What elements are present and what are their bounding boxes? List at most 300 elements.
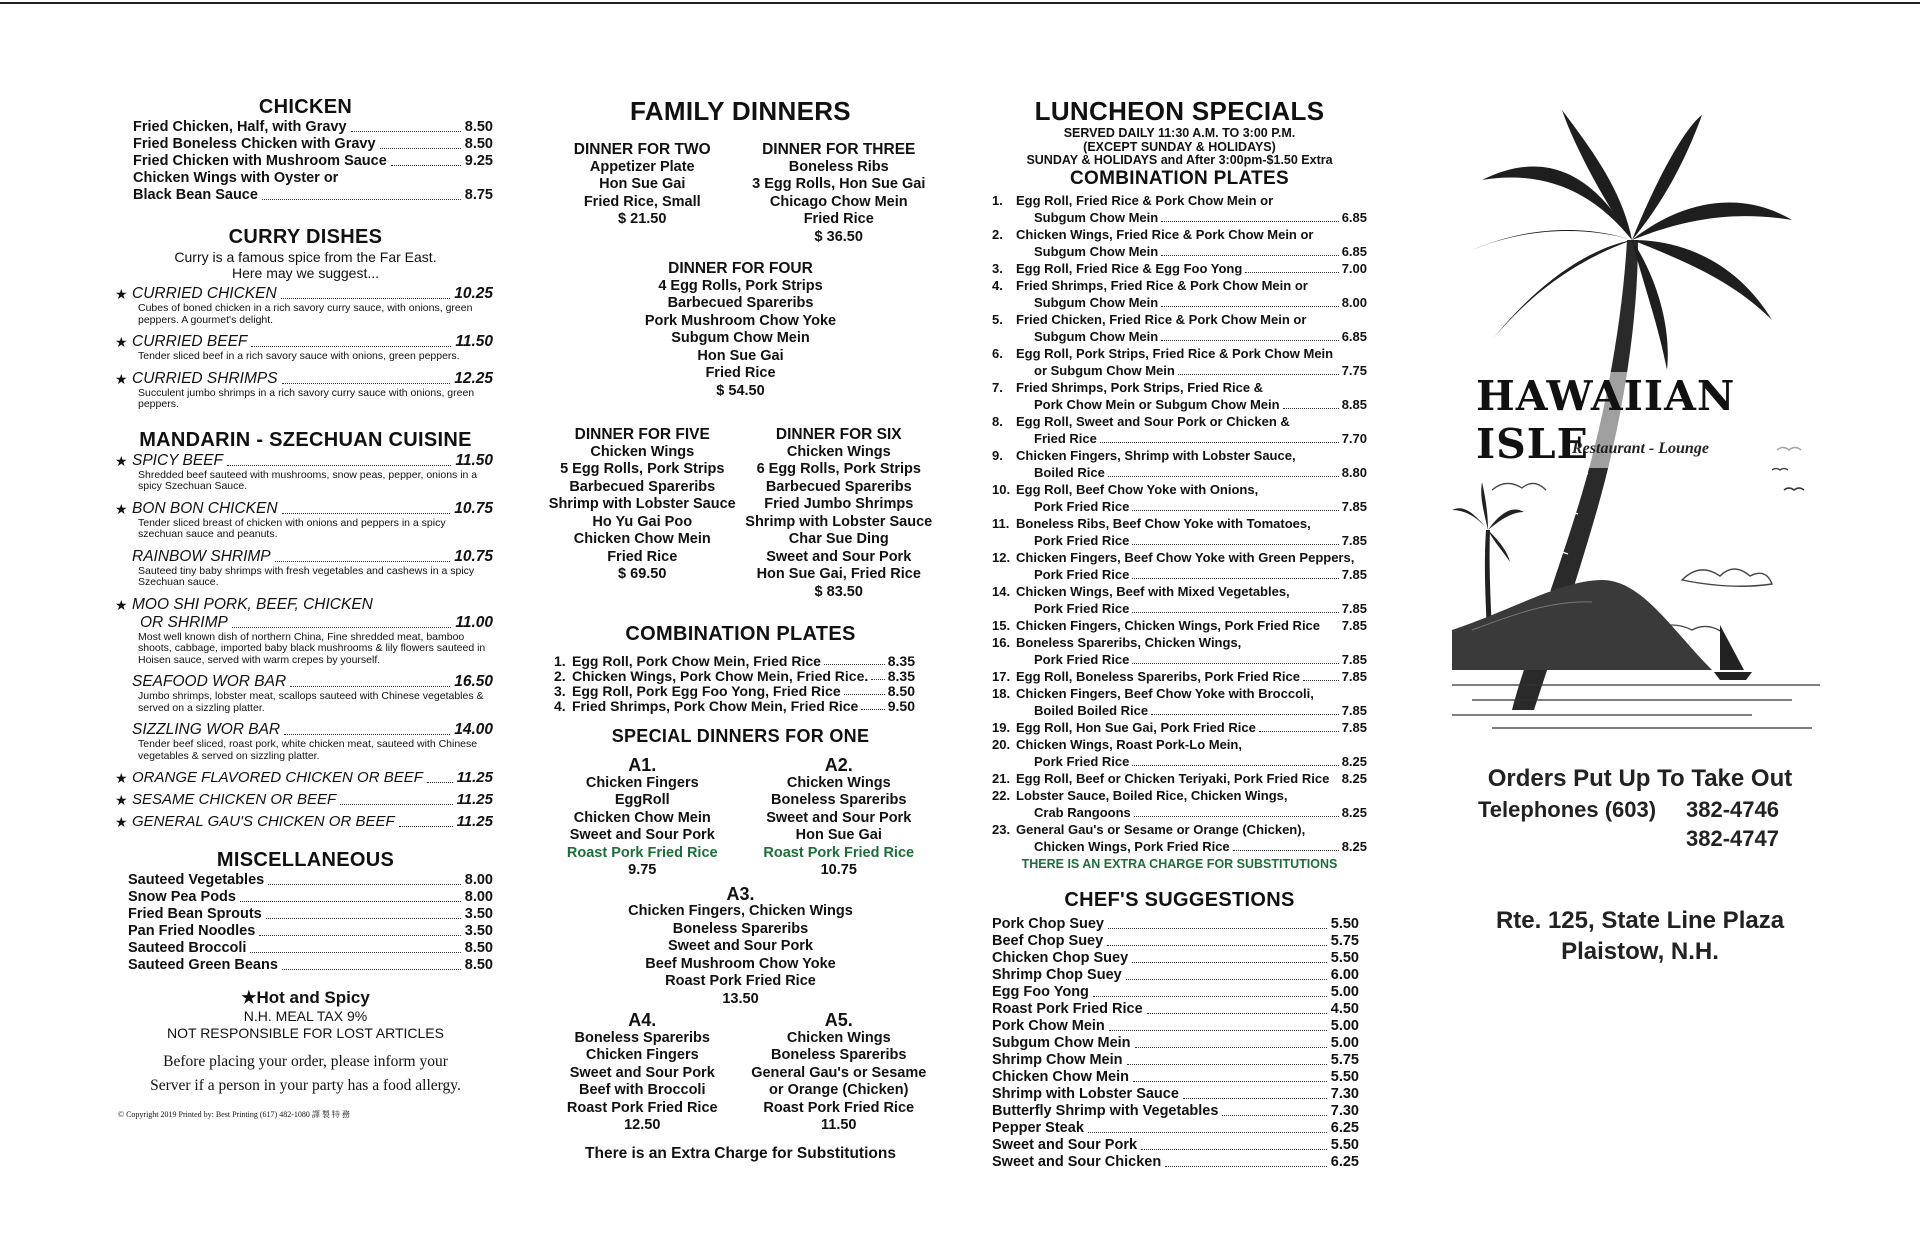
misc-item — [128, 906, 493, 923]
item-number: 7. — [992, 379, 1003, 395]
item-price: 7.00 — [1341, 260, 1367, 276]
leader-dots — [1183, 1098, 1327, 1099]
dinner-dish: Hon Sue Gai — [599, 176, 686, 192]
item-price: 5.00 — [1330, 1034, 1359, 1051]
dinner-dish: Barbecued Spareribs — [765, 478, 912, 495]
brand-name: HAWAIIAN ISLE — [1476, 372, 1816, 468]
curry-item-row — [132, 333, 493, 351]
combo-item — [554, 654, 915, 669]
dinner-dish: Fried Rice — [705, 365, 776, 381]
chicken-item — [133, 153, 493, 170]
item-name: Chicken Fingers, Beef Chow Yoke with Broccoli, — [1016, 685, 1314, 701]
mandarin-item-row — [132, 614, 493, 632]
special-dish: Boneless Spareribs — [771, 792, 907, 808]
chef-item — [992, 933, 1359, 950]
item-number: 16. — [992, 634, 1011, 650]
column-luncheon — [992, 96, 1367, 1171]
leader-dots — [824, 664, 885, 665]
special-dish: Beef with Broccoli — [579, 1082, 706, 1098]
special-dish: Boneless Spareribs — [672, 920, 809, 937]
mandarin-extra — [115, 769, 493, 787]
leader-dots — [290, 686, 450, 687]
chicken-item — [133, 119, 493, 136]
item-number: 2. — [554, 668, 566, 684]
item-name: Chicken Chop Suey — [992, 949, 1129, 966]
special-dish: Roast Pork Fried Rice — [566, 844, 718, 861]
star-icon: ★ — [115, 792, 128, 808]
luncheon-item — [992, 719, 1367, 736]
luncheon-item — [992, 549, 1367, 583]
item-name: Chicken Wings, Pork Fried Rice — [1034, 838, 1230, 854]
leader-dots — [268, 884, 461, 885]
luncheon-combo-title: COMBINATION PLATES — [1070, 167, 1289, 189]
special-dish: Sweet and Sour Pork — [667, 938, 814, 954]
item-price: 7.85 — [1341, 702, 1367, 718]
item-number: 21. — [992, 770, 1011, 786]
star-icon: ★ — [115, 334, 128, 350]
item-name: CURRIED SHRIMPS — [132, 369, 278, 387]
special-dish: Chicken Wings — [786, 774, 891, 791]
leader-dots — [1108, 476, 1339, 477]
item-name: Chicken Fingers, Chicken Wings, Pork Fried Rice — [1016, 617, 1321, 633]
misc-list — [118, 872, 493, 974]
item-name: Chicken Fingers, Shrimp with Lobster Sauce, — [1016, 447, 1296, 463]
dinner-dish: Chicken Wings — [786, 443, 891, 460]
luncheon-line — [992, 821, 1367, 838]
leader-dots — [1151, 714, 1339, 715]
leader-dots — [351, 131, 461, 132]
luncheon-item — [992, 260, 1367, 277]
item-name: Egg Roll, Beef or Chicken Teriyaki, Pork Fried Rice — [1016, 770, 1330, 786]
luncheon-line — [992, 243, 1367, 260]
item-name: Snow Pea Pods — [128, 889, 236, 905]
item-price: 10.75 — [454, 499, 493, 517]
dinner-price: $ 83.50 — [814, 583, 863, 600]
item-name: SESAME CHICKEN OR BEEF — [132, 791, 337, 808]
luncheon-item — [992, 345, 1367, 379]
mandarin-item-row — [132, 500, 493, 518]
special-dish: Chicken Wings — [786, 1029, 891, 1046]
item-price: 8.50 — [464, 940, 493, 956]
special-code: A1. — [628, 755, 657, 775]
chef-item — [992, 1086, 1359, 1103]
footer — [118, 988, 493, 1120]
special-dish: Sweet and Sour Pork — [766, 809, 912, 826]
luncheon-line — [992, 804, 1367, 821]
leader-dots — [1132, 544, 1338, 545]
item-price: 9.25 — [464, 153, 493, 169]
dinner-for-five — [548, 426, 737, 601]
item-price: 8.35 — [887, 668, 915, 684]
leader-dots — [1088, 1132, 1327, 1133]
luncheon-item — [992, 668, 1367, 685]
item-name: CURRIED CHICKEN — [132, 285, 277, 302]
leader-dots — [1147, 1013, 1327, 1014]
misc-title: MISCELLANEOUS — [216, 849, 395, 871]
item-price: 3.50 — [464, 923, 493, 939]
mandarin-extras — [115, 769, 493, 831]
luncheon-line — [992, 753, 1367, 770]
dinner-dish: 6 Egg Rolls, Pork Strips — [756, 461, 921, 477]
item-name: Egg Roll, Pork Egg Foo Yong, Fried Rice — [572, 683, 841, 699]
leader-dots — [844, 694, 885, 695]
special-dish: Sweet and Sour Pork — [569, 827, 715, 843]
special-price: 10.75 — [820, 862, 857, 878]
luncheon-item — [992, 447, 1367, 481]
leader-dots — [259, 935, 460, 936]
item-name: Sauteed Green Beans — [128, 957, 278, 973]
item-price: 8.25 — [1341, 753, 1367, 769]
item-number: 18. — [992, 685, 1011, 701]
item-name: Sauteed Broccoli — [128, 940, 247, 956]
special-dish: Roast Pork Fried Rice — [665, 973, 816, 989]
column-brand — [1440, 110, 1840, 967]
dinner-title: DINNER FOR FOUR — [668, 260, 813, 277]
dinner-dish: Barbecued Spareribs — [569, 478, 716, 495]
item-price: 9.50 — [887, 698, 915, 714]
item-number: 6. — [992, 345, 1003, 361]
chef-item — [992, 1035, 1359, 1052]
mandarin-item-row — [132, 548, 493, 566]
item-name: Chicken Wings, Roast Pork-Lo Mein, — [1016, 736, 1242, 752]
item-name: Egg Roll, Pork Strips, Fried Rice & Pork Chow Mein — [1016, 345, 1334, 361]
chef-item — [992, 1137, 1359, 1154]
leader-dots — [1109, 1030, 1327, 1031]
luncheon-line — [992, 209, 1367, 226]
luncheon-item — [992, 192, 1367, 226]
leader-dots — [1283, 408, 1339, 409]
star-icon: ★ — [115, 452, 128, 469]
dinner-dish: Fried Rice — [607, 548, 678, 565]
mandarin-item — [118, 673, 493, 714]
leader-dots — [1161, 255, 1338, 256]
item-name: ORANGE FLAVORED CHICKEN OR BEEF — [132, 769, 423, 786]
leader-dots — [1108, 928, 1327, 929]
combo-item — [554, 684, 915, 699]
leader-dots — [1126, 979, 1327, 980]
chef-item — [992, 1052, 1359, 1069]
top-rule — [0, 2, 1920, 4]
item-number: 4. — [554, 698, 566, 714]
leader-dots — [282, 969, 461, 970]
item-name: Egg Roll, Fried Rice & Pork Chow Mein or — [1016, 192, 1274, 208]
luncheon-line — [992, 294, 1367, 311]
dinner-dish: Shrimp with Lobster Sauce — [548, 496, 736, 512]
item-name: MOO SHI PORK, BEEF, CHICKEN — [132, 595, 373, 613]
item-name: Pork Chow Mein or Subgum Chow Mein — [1034, 396, 1280, 412]
leader-dots — [1259, 731, 1339, 732]
item-price: 7.85 — [1341, 600, 1367, 616]
item-name: Sweet and Sour Chicken — [992, 1153, 1162, 1170]
special-price: 12.50 — [624, 1117, 661, 1133]
item-price: 8.50 — [464, 136, 493, 152]
telephone-label: Telephones (603) — [1478, 797, 1657, 822]
item-price: 6.85 — [1341, 209, 1367, 225]
item-name: Sweet and Sour Pork — [992, 1136, 1138, 1153]
luncheon-item — [992, 413, 1367, 447]
mandarin-item — [118, 548, 493, 589]
item-name: Pork Fried Rice — [1034, 753, 1130, 769]
curry-intro: Curry is a famous spice from the Far East. — [174, 249, 437, 265]
leader-dots — [282, 513, 451, 514]
item-name: Fried Boneless Chicken with Gravy — [133, 136, 376, 152]
mandarin-item-row — [132, 596, 493, 614]
mandarin-item — [115, 499, 493, 541]
item-name: Pork Fried Rice — [1034, 651, 1130, 667]
item-name: Subgum Chow Mein — [1034, 328, 1159, 344]
dinner-dish: Chicken Wings — [590, 443, 695, 460]
item-price: 8.85 — [1341, 396, 1367, 412]
leader-dots — [1165, 1166, 1327, 1167]
dinner-dish: Sweet and Sour Pork — [766, 548, 912, 565]
dinner-dish: Appetizer Plate — [589, 158, 695, 175]
chef-list — [992, 916, 1367, 1171]
item-name: Boiled Boiled Rice — [1034, 702, 1149, 718]
item-name: Chicken Chow Mein — [992, 1068, 1129, 1085]
luncheon-line — [992, 226, 1367, 243]
item-number: 12. — [992, 549, 1011, 565]
dinner-dish: Hon Sue Gai — [697, 347, 784, 364]
item-price: 7.85 — [1341, 617, 1367, 633]
special-dish: Chicken Fingers — [585, 774, 699, 791]
leader-dots — [1222, 1115, 1326, 1116]
special-dish: Chicken Chow Mein — [573, 809, 711, 826]
item-description: Shredded beef sauteed with mushrooms, snow peas, pepper, onions in a spicy Szechuan Sauce. — [138, 468, 478, 492]
leader-dots — [282, 383, 451, 384]
dinner-dish: Fried Rice — [803, 211, 874, 227]
item-description: Cubes of boned chicken in a rich savory curry sauce, with onions, green peppers. A gourmet's delight. — [138, 302, 473, 326]
item-number: 3. — [554, 683, 566, 699]
item-price: 7.85 — [1341, 719, 1367, 735]
item-number: 1. — [992, 192, 1003, 208]
chef-item — [992, 950, 1359, 967]
item-price: 5.00 — [1330, 983, 1359, 1000]
chicken-item — [133, 170, 493, 187]
misc-item — [128, 889, 493, 906]
dinner-price: $ 21.50 — [618, 211, 667, 227]
combo-item — [554, 699, 915, 714]
luncheon-surcharge: SUNDAY & HOLIDAYS and After 3:00pm-$1.50 Extra — [1026, 153, 1333, 167]
luncheon-item — [992, 583, 1367, 617]
item-number: 5. — [992, 311, 1003, 327]
luncheon-exception: (EXCEPT SUNDAY & HOLIDAYS) — [1083, 139, 1276, 154]
item-description: Most well known dish of northern China, Fine shredded meat, bamboo shoots, cabbage, imported baby black mushrooms & lily flowers sauteed in Hoisen sauce, served with warm crepes by yourself. — [138, 630, 486, 666]
item-price: 6.25 — [1330, 1153, 1359, 1170]
item-number: 11. — [992, 515, 1010, 531]
item-price: 11.00 — [455, 613, 493, 631]
item-price: 8.50 — [464, 957, 493, 973]
item-name: Subgum Chow Mein — [992, 1034, 1131, 1051]
dinner-title: DINNER FOR THREE — [762, 141, 916, 158]
luncheon-line — [992, 566, 1367, 583]
item-number: 23. — [992, 821, 1011, 837]
leader-dots — [1133, 1081, 1327, 1082]
star-icon: ★ — [115, 286, 128, 302]
chef-item — [992, 984, 1359, 1001]
item-price: 8.50 — [464, 119, 493, 135]
item-name: Pork Fried Rice — [1034, 600, 1130, 616]
leader-dots — [1135, 1047, 1327, 1048]
item-name: Shrimp with Lobster Sauce — [992, 1085, 1179, 1102]
dinner-dish: Shrimp with Lobster Sauce — [745, 513, 933, 530]
luncheon-item — [992, 736, 1367, 770]
dinner-price: $ 69.50 — [618, 566, 667, 582]
luncheon-line — [992, 396, 1367, 413]
curry-item — [115, 333, 493, 363]
luncheon-item — [992, 787, 1367, 821]
item-name: Chicken Wings, Pork Chow Mein, Fried Rice. — [572, 668, 869, 684]
special-dish: Boneless Spareribs — [574, 1029, 710, 1046]
combo-title: COMBINATION PLATES — [625, 623, 856, 645]
item-price: 10.75 — [454, 547, 493, 565]
special-price: 9.75 — [628, 862, 657, 878]
leader-dots — [1161, 221, 1338, 222]
dinner-dish: 4 Egg Rolls, Pork Strips — [658, 277, 823, 294]
mandarin-item-row — [132, 721, 493, 739]
dinner-price: $ 54.50 — [716, 382, 765, 399]
item-number: 3. — [992, 260, 1003, 276]
luncheon-line — [992, 549, 1367, 566]
leader-dots — [250, 952, 460, 953]
item-price: 11.50 — [455, 333, 493, 350]
dinner-dish: Subgum Chow Mein — [671, 330, 810, 346]
luncheon-line — [992, 685, 1367, 702]
curry-item — [115, 285, 493, 326]
luncheon-line — [992, 702, 1367, 719]
item-name: SPICY BEEF — [132, 451, 224, 469]
item-name: Fried Chicken, Half, with Gravy — [133, 119, 347, 135]
leader-dots — [391, 165, 461, 166]
dinner-title: DINNER FOR FIVE — [574, 426, 710, 443]
item-price: 5.75 — [1330, 1051, 1359, 1068]
item-name: Boneless Spareribs, Chicken Wings, — [1016, 634, 1242, 650]
luncheon-line — [992, 260, 1367, 277]
chef-title: CHEF'S SUGGESTIONS — [1064, 888, 1295, 911]
item-name: Pork Chow Mein — [992, 1017, 1105, 1034]
item-name: Sauteed Vegetables — [128, 872, 265, 888]
leader-dots — [1134, 816, 1339, 817]
luncheon-line — [992, 617, 1367, 634]
lost-articles: NOT RESPONSIBLE FOR LOST ARTICLES — [167, 1025, 444, 1041]
item-name: Egg Roll, Beef Chow Yoke with Onions, — [1016, 481, 1259, 497]
item-name: Egg Roll, Fried Rice & Egg Foo Yong — [1016, 260, 1243, 276]
special-title: SPECIAL DINNERS FOR ONE — [611, 726, 870, 746]
column-left — [115, 96, 493, 1120]
luncheon-line — [992, 736, 1367, 753]
leader-dots — [266, 918, 461, 919]
item-price: 5.50 — [1330, 1136, 1359, 1153]
leader-dots — [227, 465, 451, 466]
leader-dots — [380, 148, 461, 149]
special-a1 — [548, 757, 737, 880]
item-price: 8.75 — [464, 187, 493, 203]
item-name: Fried Bean Sprouts — [128, 906, 262, 922]
telephone-1: 382-4746 — [1686, 797, 1779, 822]
address-line-1: Rte. 125, State Line Plaza — [1495, 907, 1785, 934]
special-dish: Beef Mushroom Chow Yoke — [645, 955, 836, 972]
mandarin-extra — [115, 813, 493, 831]
special-a5 — [745, 1012, 934, 1135]
luncheon-line — [992, 345, 1367, 362]
luncheon-line — [992, 668, 1367, 685]
special-price: 11.50 — [821, 1117, 857, 1133]
telephone-2: 382-4747 — [1686, 826, 1779, 851]
item-name: Subgum Chow Mein — [1034, 294, 1159, 310]
item-name: or Subgum Chow Mein — [1034, 362, 1175, 378]
combo-list — [548, 654, 933, 714]
leader-dots — [1245, 272, 1338, 273]
item-price: 4.50 — [1330, 1000, 1359, 1017]
item-price: 6.25 — [1330, 1119, 1359, 1136]
leader-dots — [1100, 442, 1339, 443]
special-dish: or Orange (Chicken) — [769, 1082, 909, 1098]
item-name: Shrimp Chop Suey — [992, 966, 1122, 983]
item-description: Tender sliced beef in a rich savory sauce with onions, green peppers. — [138, 350, 460, 362]
curry-item-row — [132, 370, 493, 388]
luncheon-item — [992, 617, 1367, 634]
special-code: A2. — [824, 755, 853, 775]
luncheon-item — [992, 515, 1367, 549]
special-dish: EggRoll — [614, 792, 670, 808]
leader-dots — [427, 782, 453, 783]
chef-item — [992, 1103, 1359, 1120]
chef-item — [992, 1018, 1359, 1035]
item-name: Beef Chop Suey — [992, 932, 1104, 949]
item-name: Black Bean Sauce — [133, 187, 258, 203]
combo-item — [554, 669, 915, 684]
mandarin-title: MANDARIN - SZECHUAN CUISINE — [139, 428, 472, 451]
dinner-price: $ 36.50 — [814, 228, 863, 245]
item-price: 8.35 — [887, 653, 915, 669]
allergy-notice-2: Server if a person in your party has a food allergy. — [150, 1077, 461, 1094]
item-name: Subgum Chow Mein — [1034, 243, 1159, 259]
item-number: 9. — [992, 447, 1003, 463]
item-price: 5.75 — [1330, 932, 1359, 949]
item-number: 15. — [992, 617, 1011, 633]
dinner-dish: Chicken Chow Mein — [573, 531, 711, 547]
luncheon-line — [992, 447, 1367, 464]
star-icon: ★ — [115, 500, 128, 517]
misc-item — [128, 872, 493, 889]
special-dish: Roast Pork Fried Rice — [763, 844, 915, 861]
luncheon-item — [992, 311, 1367, 345]
leader-dots — [340, 804, 452, 805]
luncheon-line — [992, 600, 1367, 617]
luncheon-line — [992, 192, 1367, 209]
item-name: Boiled Rice — [1034, 464, 1105, 480]
dinner-for-two — [548, 141, 737, 246]
special-dish: Hon Sue Gai — [795, 827, 882, 843]
luncheon-line — [992, 532, 1367, 549]
item-price: 7.30 — [1330, 1085, 1359, 1102]
chef-item — [992, 967, 1359, 984]
leader-dots — [1132, 663, 1338, 664]
meal-tax: N.H. MEAL TAX 9% — [243, 1008, 368, 1024]
item-price: 7.85 — [1341, 668, 1367, 684]
curry-intro-2: Here may we suggest... — [231, 265, 380, 281]
dinner-dish: Hon Sue Gai, Fried Rice — [756, 566, 921, 582]
item-name: Shrimp Chow Mein — [992, 1051, 1123, 1068]
item-price: 7.85 — [1341, 532, 1367, 548]
luncheon-item — [992, 821, 1367, 855]
luncheon-line — [992, 481, 1367, 498]
luncheon-line — [992, 651, 1367, 668]
special-code: A4. — [628, 1010, 657, 1030]
item-price: 11.25 — [456, 769, 493, 786]
item-name: Pork Chop Suey — [992, 915, 1104, 932]
dinner-for-three — [745, 141, 934, 246]
dinner-dish: 3 Egg Rolls, Hon Sue Gai — [752, 176, 926, 192]
